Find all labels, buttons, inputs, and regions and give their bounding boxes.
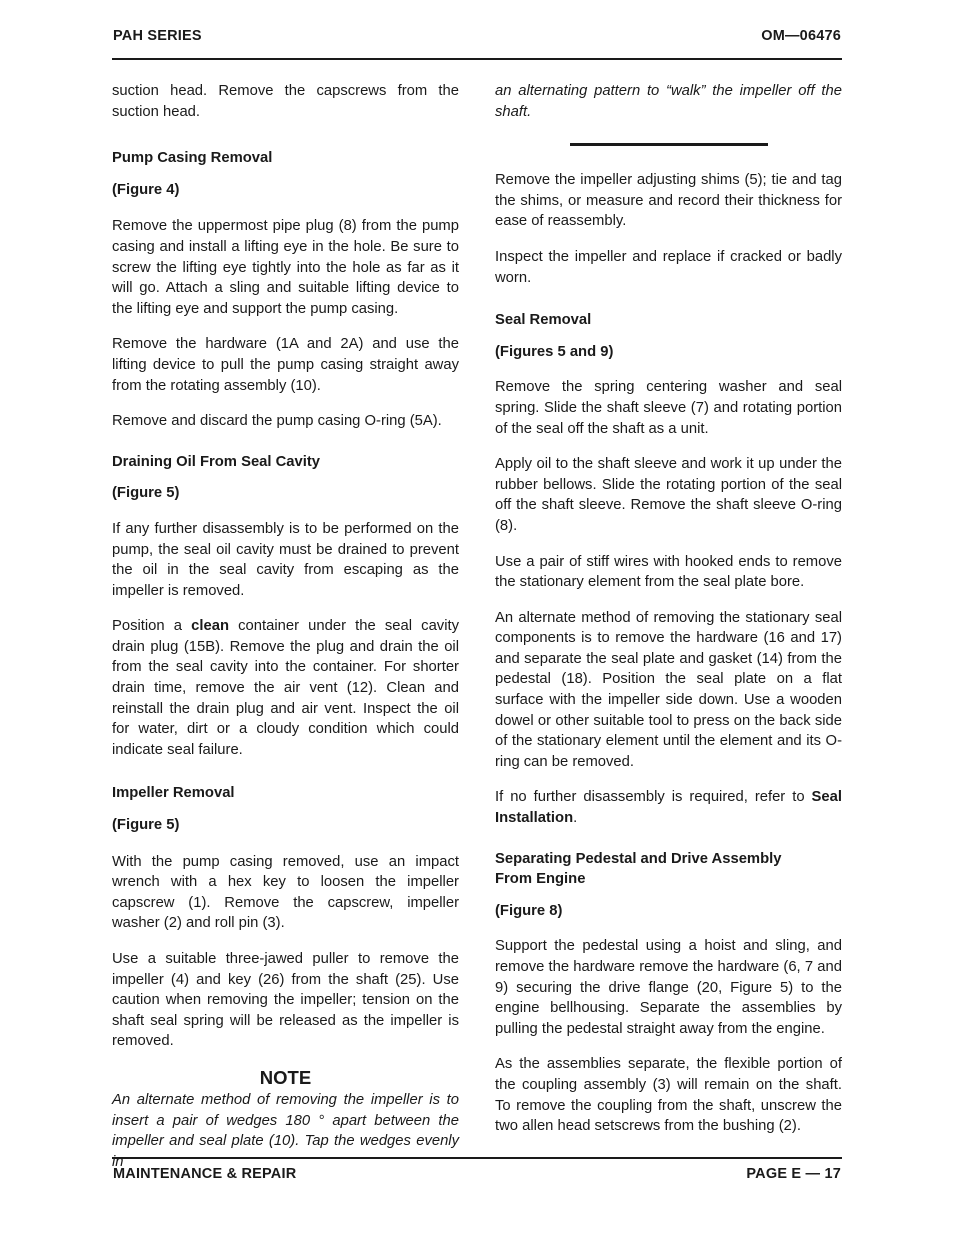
- seal-removal-figure-ref: (Figures 5 and 9): [495, 343, 614, 360]
- impeller-paragraph-1: With the pump casing removed, use an impact wrench with a hex key to loosen the impeller capscrew (1). Remove the capscrew, impeller washer (2) and roll pin (3).: [112, 853, 459, 932]
- draining-heading: Draining Oil From Seal Cavity: [112, 453, 321, 470]
- seal-paragraph-2: Apply oil to the shaft sleeve and work it up under the rubber bellows. Slide the rotating portion of the seal off the shaft sleeve. Remove the shaft sleeve O-ring (8).: [495, 456, 842, 534]
- inspect-paragraph: Inspect the impeller and replace if cracked or badly worn.: [495, 248, 842, 286]
- draining-paragraph-2: [112, 616, 459, 760]
- draining-p2-start: Position a: [112, 618, 192, 635]
- seal-p5-end: .: [573, 810, 578, 827]
- separating-figure-ref: (Figure 8): [495, 902, 563, 919]
- impeller-paragraph-2: Use a suitable three-jawed puller to remove the impeller (4) and key (26) from the shaft (25). Use caution when removing the impeller; tension on the shaft seal spring will be released as the impeller is removed.: [112, 951, 459, 1050]
- shims-paragraph: Remove the impeller adjusting shims (5); tie and tag the shims, or measure and record their thickness for ease of reassembly.: [495, 172, 842, 230]
- impeller-figure-ref: (Figure 5): [112, 817, 180, 834]
- note-body: An alternate method of removing the impeller is to insert a pair of wedges 180 ° apart between the impeller and seal plate (10). Tap the wedges evenly in: [112, 1091, 459, 1170]
- seal-installation-ref: Seal Installation: [495, 789, 842, 827]
- running-header-left: PAH SERIES: [113, 28, 202, 44]
- separating-paragraph-1: Support the pedestal using a hoist and sling, and remove the hardware remove the hardware (6, 7 and 9) securing the drive flange (20, Figure 5) to the engine bellhousing. Separate the assemblies by pulling the pedestal straight away from the engine.: [495, 938, 842, 1037]
- right-column: [495, 81, 842, 1152]
- impeller-heading: Impeller Removal: [112, 785, 235, 802]
- draining-figure-ref: (Figure 5): [112, 485, 180, 502]
- separating-heading: Separating Pedestal and Drive Assembly From Engine: [495, 850, 782, 888]
- header-rule: [112, 58, 842, 60]
- pump-casing-figure-ref: (Figure 4): [112, 181, 180, 198]
- left-column: [112, 81, 459, 1187]
- seal-p5-start: If no further disassembly is required, refer to: [495, 789, 812, 806]
- note-end-rule: [570, 143, 768, 146]
- pump-casing-paragraph-2: Remove the hardware (1A and 2A) and use the lifting device to pull the pump casing straight away from the rotating assembly (10).: [112, 336, 459, 394]
- note-continuation: an alternating pattern to “walk” the impeller off the shaft.: [495, 83, 842, 120]
- separating-paragraph-2: As the assemblies separate, the flexible portion of the coupling assembly (3) will remain on the shaft. To remove the coupling from the shaft, unscrew the two allen head setscrews from the bushing (2).: [495, 1056, 842, 1135]
- pump-casing-paragraph-1: Remove the uppermost pipe plug (8) from the pump casing and install a lifting eye in the hole. Be sure to screw the lifting eye tightly into the hole as far as it will go. Attach a sling and suitable lifting device to the lifting eye and support the pump casing.: [112, 218, 459, 317]
- running-header-right: OM—06476: [761, 28, 841, 44]
- footer-rule: [112, 1157, 842, 1159]
- pump-casing-paragraph-3: Remove and discard the pump casing O-ring (5A).: [112, 413, 442, 430]
- seal-paragraph-5: [495, 787, 842, 828]
- draining-paragraph-1: If any further disassembly is to be performed on the pump, the seal oil cavity must be drained to prevent the oil in the seal cavity from escaping as the impeller is removed.: [112, 520, 459, 599]
- note-title: NOTE: [259, 1066, 312, 1088]
- intro-paragraph: suction head. Remove the capscrews from the suction head.: [112, 83, 459, 120]
- pump-casing-heading: Pump Casing Removal: [112, 150, 273, 167]
- draining-p2-rest: container under the seal cavity drain plug (15B). Remove the plug and drain the oil from the seal cavity into the container. For shorter drain time, remove the air vent (12). Clean and reinstall the drain plug and air vent. Inspect the oil for water, dirt or a cloudy condition which could indicate seal failure.: [112, 618, 460, 758]
- seal-paragraph-3: Use a pair of stiff wires with hooked ends to remove the stationary element from the seal plate bore.: [495, 553, 842, 591]
- seal-removal-heading: Seal Removal: [495, 312, 592, 329]
- seal-paragraph-4: An alternate method of removing the stationary seal components is to remove the hardware (16 and 17) and separate the seal plate and gasket (14) from the pedestal (18). Position the seal plate on a flat surface with the impeller side down. Use a wooden dowel or other suitable tool to press on the back side of the stationary element until the element and its O-ring can be removed.: [495, 609, 842, 770]
- page-number: PAGE E — 17: [746, 1166, 841, 1182]
- running-footer-left: MAINTENANCE & REPAIR: [113, 1166, 297, 1182]
- seal-paragraph-1: Remove the spring centering washer and seal spring. Slide the shaft sleeve (7) and rotating portion of the seal off the shaft as a unit.: [495, 379, 842, 437]
- clean-emphasis: clean: [191, 618, 230, 635]
